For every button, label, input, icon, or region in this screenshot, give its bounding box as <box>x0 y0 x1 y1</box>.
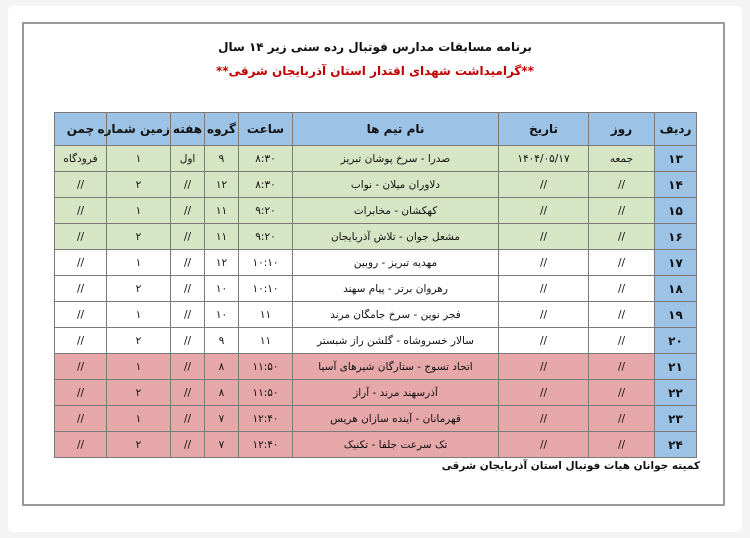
date-cell: // <box>499 380 589 406</box>
table-row <box>55 302 697 328</box>
week-cell: // <box>171 406 205 432</box>
teams-cell: تک سرعت جلفا - تکنیک <box>293 432 499 458</box>
week-cell: // <box>171 328 205 354</box>
group-cell: ۷ <box>205 432 239 458</box>
week-cell: // <box>171 432 205 458</box>
week-cell: // <box>171 276 205 302</box>
day-cell: // <box>589 406 655 432</box>
day-cell: // <box>589 250 655 276</box>
group-cell: ۱۲ <box>205 250 239 276</box>
field-cell: ۱ <box>107 146 171 172</box>
col-header-row-number: ردیف <box>655 113 697 146</box>
row-number-cell: ۲۱ <box>655 354 697 380</box>
teams-cell: مهدیه تبریز - روبین <box>293 250 499 276</box>
schedule-table <box>54 112 697 458</box>
turf-cell: // <box>55 198 107 224</box>
field-cell: ۲ <box>107 276 171 302</box>
turf-cell: // <box>55 406 107 432</box>
row-number-cell: ۲۴ <box>655 432 697 458</box>
field-cell: ۱ <box>107 198 171 224</box>
row-number-cell: ۱۸ <box>655 276 697 302</box>
col-header-turf: چمن <box>55 113 107 146</box>
row-number-cell: ۱۳ <box>655 146 697 172</box>
day-cell: // <box>589 354 655 380</box>
table-row <box>55 172 697 198</box>
group-cell: ۸ <box>205 354 239 380</box>
page-title: برنامه مسابقات مدارس فوتبال رده سنی زیر ۱۴ سال <box>218 40 532 54</box>
turf-cell: // <box>55 172 107 198</box>
table-row <box>55 276 697 302</box>
group-cell: ۷ <box>205 406 239 432</box>
date-cell: // <box>499 432 589 458</box>
col-header-field: زمین شماره <box>107 113 171 146</box>
date-cell: // <box>499 250 589 276</box>
day-cell: // <box>589 432 655 458</box>
group-cell: ۱۱ <box>205 198 239 224</box>
row-number-cell: ۲۳ <box>655 406 697 432</box>
turf-cell: فرودگاه <box>55 146 107 172</box>
time-cell: ۱۱ <box>239 302 293 328</box>
col-header-teams: نام تیم ها <box>293 113 499 146</box>
day-cell: // <box>589 302 655 328</box>
table-row <box>55 328 697 354</box>
col-header-group: گروه <box>205 113 239 146</box>
field-cell: ۱ <box>107 354 171 380</box>
teams-cell: آذرسهند مرند - آراز <box>293 380 499 406</box>
group-cell: ۱۱ <box>205 224 239 250</box>
teams-cell: صدرا - سرخ پوشان تبریز <box>293 146 499 172</box>
teams-cell: رهروان برتر - پیام سهند <box>293 276 499 302</box>
row-number-cell: ۱۶ <box>655 224 697 250</box>
page-subtitle: **گرامیداشت شهدای اقتدار استان آذربایجان شرقی** <box>216 64 534 78</box>
date-cell: // <box>499 354 589 380</box>
turf-cell: // <box>55 276 107 302</box>
turf-cell: // <box>55 354 107 380</box>
group-cell: ۱۲ <box>205 172 239 198</box>
group-cell: ۱۰ <box>205 276 239 302</box>
col-header-week: هفته <box>171 113 205 146</box>
day-cell: // <box>589 224 655 250</box>
time-cell: ۹:۲۰ <box>239 198 293 224</box>
date-cell: // <box>499 198 589 224</box>
time-cell: ۸:۳۰ <box>239 146 293 172</box>
table-row <box>55 354 697 380</box>
turf-cell: // <box>55 380 107 406</box>
time-cell: ۱۲:۴۰ <box>239 432 293 458</box>
teams-cell: قهرمانان - آینده سازان هریس <box>293 406 499 432</box>
day-cell: // <box>589 198 655 224</box>
field-cell: ۲ <box>107 328 171 354</box>
group-cell: ۹ <box>205 146 239 172</box>
date-cell: ۱۴۰۴/۰۵/۱۷ <box>499 146 589 172</box>
row-number-cell: ۱۵ <box>655 198 697 224</box>
week-cell: // <box>171 224 205 250</box>
footer-credit: کمیته جوانان هیات فوتبال استان آذربایجان شرقی <box>441 460 700 472</box>
day-cell: // <box>589 276 655 302</box>
field-cell: ۲ <box>107 224 171 250</box>
week-cell: // <box>171 354 205 380</box>
table-row <box>55 432 697 458</box>
date-cell: // <box>499 276 589 302</box>
week-cell: // <box>171 302 205 328</box>
col-header-time: ساعت <box>239 113 293 146</box>
group-cell: ۱۰ <box>205 302 239 328</box>
date-cell: // <box>499 406 589 432</box>
group-cell: ۸ <box>205 380 239 406</box>
field-cell: ۱ <box>107 406 171 432</box>
day-cell: جمعه <box>589 146 655 172</box>
turf-cell: // <box>55 250 107 276</box>
row-number-cell: ۱۹ <box>655 302 697 328</box>
time-cell: ۸:۳۰ <box>239 172 293 198</box>
turf-cell: // <box>55 302 107 328</box>
date-cell: // <box>499 328 589 354</box>
table-row <box>55 406 697 432</box>
day-cell: // <box>589 328 655 354</box>
week-cell: // <box>171 380 205 406</box>
field-cell: ۱ <box>107 250 171 276</box>
time-cell: ۱۰:۱۰ <box>239 250 293 276</box>
col-header-day: روز <box>589 113 655 146</box>
time-cell: ۹:۲۰ <box>239 224 293 250</box>
col-header-date: تاریخ <box>499 113 589 146</box>
turf-cell: // <box>55 432 107 458</box>
day-cell: // <box>589 172 655 198</box>
time-cell: ۱۰:۱۰ <box>239 276 293 302</box>
time-cell: ۱۱:۵۰ <box>239 380 293 406</box>
week-cell: // <box>171 198 205 224</box>
row-number-cell: ۱۴ <box>655 172 697 198</box>
table-header-row <box>55 113 697 146</box>
teams-cell: اتحاد تسوج - ستارگان شیرهای آسیا <box>293 354 499 380</box>
date-cell: // <box>499 302 589 328</box>
field-cell: ۲ <box>107 432 171 458</box>
turf-cell: // <box>55 224 107 250</box>
field-cell: ۱ <box>107 302 171 328</box>
date-cell: // <box>499 172 589 198</box>
table-row <box>55 224 697 250</box>
time-cell: ۱۲:۴۰ <box>239 406 293 432</box>
table-row <box>55 380 697 406</box>
week-cell: // <box>171 250 205 276</box>
time-cell: ۱۱:۵۰ <box>239 354 293 380</box>
week-cell: // <box>171 172 205 198</box>
field-cell: ۲ <box>107 380 171 406</box>
teams-cell: مشعل جوان - تلاش آذربایجان <box>293 224 499 250</box>
teams-cell: دلاوران میلان - نواب <box>293 172 499 198</box>
table-body <box>55 146 697 458</box>
row-number-cell: ۱۷ <box>655 250 697 276</box>
row-number-cell: ۲۰ <box>655 328 697 354</box>
turf-cell: // <box>55 328 107 354</box>
date-cell: // <box>499 224 589 250</box>
teams-cell: سالار خسروشاه - گلشن راز شبستر <box>293 328 499 354</box>
table-row <box>55 198 697 224</box>
table-row <box>55 250 697 276</box>
teams-cell: فجر نوین - سرخ جامگان مرند <box>293 302 499 328</box>
row-number-cell: ۲۲ <box>655 380 697 406</box>
table-row <box>55 146 697 172</box>
field-cell: ۲ <box>107 172 171 198</box>
day-cell: // <box>589 380 655 406</box>
teams-cell: کهکشان - مخابرات <box>293 198 499 224</box>
group-cell: ۹ <box>205 328 239 354</box>
time-cell: ۱۱ <box>239 328 293 354</box>
week-cell: اول <box>171 146 205 172</box>
